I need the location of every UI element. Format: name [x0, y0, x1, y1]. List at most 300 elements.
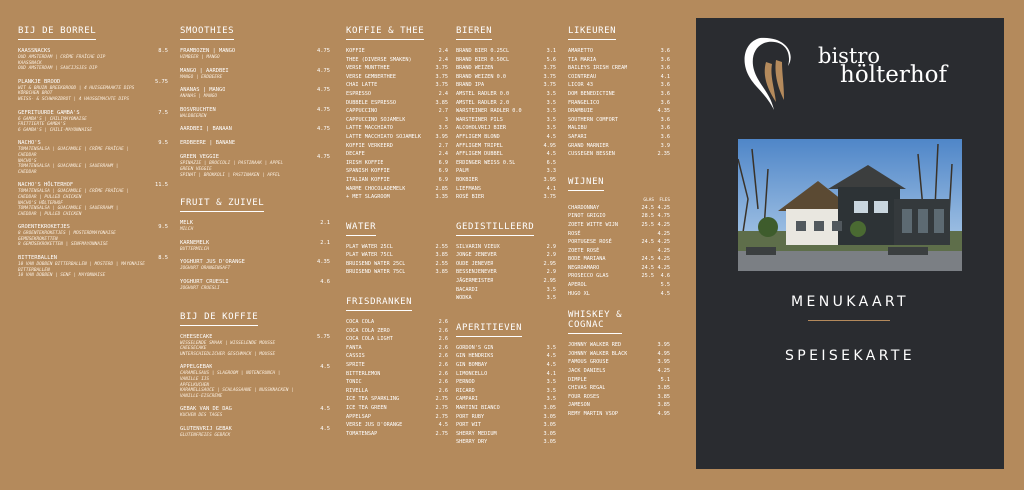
item-price: 3.5 — [546, 108, 556, 115]
menu-section — [346, 18, 448, 202]
menu-item — [180, 153, 330, 178]
item-description: CHEESECAKE — [180, 346, 207, 352]
item-name: NACHO'S HÖLTERHOF — [18, 182, 74, 189]
menu-item-row — [456, 387, 556, 396]
menu-item — [346, 47, 448, 56]
menu-item — [346, 124, 448, 133]
item-name: PALM — [456, 168, 469, 175]
wine-item — [568, 204, 670, 213]
item-price: 4.5 — [546, 353, 556, 360]
item-name: ANANAS | MANGO — [180, 87, 226, 94]
item-name: CHIVAS REGAL — [568, 385, 606, 392]
item-name: PERNOD — [456, 379, 475, 386]
menu-item — [346, 133, 448, 142]
menu-item-row — [180, 47, 330, 55]
menu-item — [568, 99, 670, 108]
item-description: VANILLE-EISCREME — [180, 393, 223, 399]
item-name: KAASSNACKS — [18, 48, 51, 54]
item-price: 6.5 — [546, 159, 556, 166]
item-description: TOMATENSALSA | GUACAMOLE | CRÈME FRAÎCHE | — [18, 147, 130, 153]
menu-item — [346, 150, 448, 159]
wine-glass-price: 24.5 — [641, 204, 654, 211]
item-description: JOGHURT CRUESLI — [180, 285, 220, 291]
menu-column-2 — [180, 18, 330, 444]
item-name: ERDBEERE | BANANE — [180, 140, 236, 147]
item-price: 2.6 — [438, 370, 448, 377]
wine-bottle-price: 4.25 — [657, 204, 670, 211]
brand-name-line1: bistro — [818, 44, 881, 68]
item-name: KOFFIE — [346, 48, 365, 54]
menu-item — [456, 370, 556, 379]
item-description: CARAMELSAUS | SLAGROOM | NOTENCRUNCH | — [180, 371, 281, 377]
item-price: 3.1 — [546, 48, 556, 54]
wine-bottle-price: 4.25 — [657, 256, 670, 263]
menu-item — [180, 47, 330, 61]
menu-item-row — [346, 361, 448, 370]
menu-item — [568, 393, 670, 402]
item-price: 2.6 — [438, 336, 448, 343]
item-name: VERSE JUS D'ORANGE — [346, 422, 403, 429]
menu-item — [456, 251, 556, 260]
item-name: JAMESON — [568, 402, 590, 409]
item-name: KOFFIE VERKEERD — [346, 142, 393, 149]
wine-name: ZOETE WITTE WIJN — [568, 221, 618, 228]
item-price: 2.6 — [438, 344, 448, 351]
menu-item-row — [180, 106, 330, 114]
item-price: 4.5 — [546, 362, 556, 369]
menu-item — [346, 352, 448, 361]
glass-header: GLAS — [643, 197, 654, 203]
item-description: GREEN VEGGIE — [180, 166, 212, 172]
item-name: WODKA — [456, 295, 472, 302]
menu-item-row — [456, 294, 556, 303]
item-description: UNTERSCHIEDLICHER GESCHMACK | MOUSSE — [180, 351, 276, 357]
wine-glass-price: 25.5 — [641, 273, 654, 280]
menu-item-row — [346, 99, 448, 108]
menu-item-row — [346, 116, 448, 125]
menu-item — [18, 78, 168, 103]
item-name: GIN BOMBAY — [456, 362, 488, 369]
menu-item — [346, 335, 448, 344]
wine-glass-price: 24.5 — [641, 239, 654, 246]
item-price: 2.4 — [438, 48, 448, 54]
menu-item-row — [456, 124, 556, 133]
menu-column-3 — [346, 18, 448, 438]
item-price: 3.5 — [546, 90, 556, 97]
item-name: CAPPUCCINO — [346, 108, 378, 115]
item-price: 3.9 — [660, 142, 670, 149]
item-price: 2.6 — [438, 387, 448, 394]
item-name: GEFRITUURDE GAMBA'S — [18, 109, 80, 116]
item-price: 2.75 — [435, 405, 448, 411]
menu-item — [346, 361, 448, 370]
menu-item — [456, 99, 556, 108]
item-price: 2.9 — [546, 269, 556, 276]
menu-item — [456, 361, 556, 370]
item-name: AMSTEL RADLER 0.0 — [456, 90, 510, 97]
item-description: MANGO | ERDBEERE — [180, 74, 223, 80]
menu-item-row — [346, 404, 448, 413]
item-price: 2.85 — [435, 185, 448, 192]
item-name: BITTERLEMON — [346, 370, 381, 377]
item-name: SOUTHERN COMFORT — [568, 116, 618, 123]
menu-item-row — [456, 421, 556, 430]
item-description: 8 GROENTEKROKETJES | MOSTERDMAYONAISE — [18, 231, 116, 237]
item-name: ROSÉ BIER — [456, 194, 485, 201]
menu-item-row — [18, 254, 168, 262]
menu-section — [346, 214, 448, 277]
menu-item-row — [180, 278, 330, 286]
item-price: 5.6 — [546, 56, 556, 63]
menu-item — [346, 251, 448, 260]
item-name: ITALIAN KOFFIE — [346, 176, 390, 183]
menu-item — [456, 277, 556, 286]
item-name: ESPRESSO — [346, 90, 371, 97]
item-name: TONIC — [346, 379, 362, 386]
menu-item — [456, 294, 556, 303]
wine-item — [568, 264, 670, 273]
menu-item — [568, 64, 670, 73]
menu-item-row — [456, 133, 556, 142]
wine-name: NEGROAMARO — [568, 264, 600, 271]
menu-item — [180, 333, 330, 358]
item-price: 4.5 — [320, 406, 330, 413]
item-name: BESSENJENEVER — [456, 269, 497, 276]
menu-section — [180, 190, 330, 291]
menu-item — [456, 150, 556, 159]
menu-item — [456, 124, 556, 133]
item-name: JOHNNY WALKER BLACK — [568, 350, 628, 357]
item-price: 3.75 — [543, 65, 556, 72]
menu-item-row — [456, 107, 556, 116]
menu-item — [456, 167, 556, 176]
item-price: 6.9 — [438, 159, 448, 166]
menu-item-row — [18, 47, 168, 55]
menu-item — [346, 260, 448, 269]
menu-item-row — [346, 193, 448, 202]
item-price: 3.85 — [657, 402, 670, 409]
item-price: 3.05 — [543, 439, 556, 446]
menu-item — [456, 159, 556, 168]
item-name: VERSE GEMBERTHEE — [346, 73, 396, 80]
item-price: 2.95 — [543, 260, 556, 267]
menu-item — [456, 395, 556, 404]
item-price: 6.9 — [438, 168, 448, 175]
item-name: BRUISEND WATER 75CL — [346, 269, 406, 276]
menu-item — [568, 410, 670, 419]
item-price: 3.3 — [546, 168, 556, 175]
item-description: ANANAS | MANGO — [180, 94, 218, 100]
item-price: 3.75 — [543, 194, 556, 201]
menu-item — [456, 193, 556, 202]
item-name: MANGO | AARDBEI — [180, 67, 229, 74]
menu-item-row — [346, 133, 448, 142]
menu-item — [568, 73, 670, 82]
wine-glass-price: 28.5 — [641, 213, 654, 220]
item-price: 4.75 — [317, 126, 330, 133]
menu-item — [346, 413, 448, 422]
item-name: BRAND WEIZEN 0.0 — [456, 73, 506, 80]
menu-item — [568, 56, 670, 65]
item-name: BRAND BIER 0.25CL — [456, 48, 510, 54]
item-name: KARNEMELK — [180, 239, 210, 246]
wine-bottle-price: 4.25 — [657, 221, 670, 228]
item-name: GEBAK VAN DE DAG — [180, 406, 232, 413]
item-name: BACARDI — [456, 286, 478, 293]
menu-item-row — [456, 73, 556, 82]
item-price: 4.5 — [320, 364, 330, 371]
item-name: DUBBELE ESPRESSO — [346, 99, 396, 106]
menu-item-row — [346, 370, 448, 379]
wine-name: PINOT GRIGIO — [568, 213, 606, 220]
menu-item-row — [456, 251, 556, 260]
item-price: 5.1 — [660, 376, 670, 383]
item-name: PORT RUBY — [456, 413, 485, 420]
item-price: 3.95 — [657, 359, 670, 366]
menu-item-row — [456, 243, 556, 252]
item-name: SAFARI — [568, 133, 587, 140]
item-price: 3.75 — [435, 73, 448, 80]
section-title-line1: WHISKEY & — [568, 310, 623, 321]
menu-item — [180, 106, 330, 120]
wine-glass-price: 24.5 — [641, 256, 654, 263]
section-title: BIJ DE KOFFIE — [180, 312, 258, 326]
item-description: TOMATENSALSA | GUACAMOLE | CRÈME FRAÎCHE | — [18, 189, 130, 195]
item-price: 2.95 — [543, 278, 556, 285]
menu-item — [456, 176, 556, 185]
item-price: 8.5 — [158, 255, 168, 262]
item-name: BOSVRUCHTEN — [180, 106, 216, 113]
item-price: 2.4 — [438, 56, 448, 63]
item-name: SHERRY DRY — [456, 439, 488, 446]
item-name: VERSE MUNTTHEE — [346, 65, 390, 72]
menu-item — [456, 107, 556, 116]
item-price: 3.75 — [435, 65, 448, 72]
item-name: MALIBU — [568, 125, 587, 132]
menu-item — [568, 367, 670, 376]
item-price: 2.9 — [546, 243, 556, 250]
menu-item — [568, 384, 670, 393]
menu-item-row — [456, 99, 556, 108]
menu-item — [456, 56, 556, 65]
menu-item — [568, 133, 670, 142]
item-name: CASSIS — [346, 353, 365, 360]
item-description: APFELKUCHEN — [180, 382, 210, 388]
wine-item — [568, 247, 670, 256]
menu-title-de: SPEISEKARTE — [784, 348, 916, 364]
item-name: GORDON'S GIN — [456, 344, 494, 351]
menu-item — [456, 430, 556, 439]
item-name: APPELGEBAK — [180, 364, 213, 371]
menu-item — [568, 142, 670, 151]
item-price: 4.1 — [546, 185, 556, 192]
item-price: 2.4 — [438, 151, 448, 158]
menu-item-row — [346, 167, 448, 176]
menu-item-row — [346, 387, 448, 396]
item-description: SPINAZIE | BROCCOLI | PASTINAAK | APPEL — [180, 161, 284, 167]
menu-item — [568, 150, 670, 159]
item-name: LIEFMANS — [456, 185, 481, 192]
menu-item — [180, 219, 330, 233]
menu-item-row — [456, 47, 556, 56]
menu-item-row — [456, 142, 556, 151]
item-name: BRAND BIER 0.50CL — [456, 56, 510, 63]
menu-item-row — [346, 251, 448, 260]
menu-item — [568, 341, 670, 350]
item-name: GRAND MARNIER — [568, 142, 609, 149]
section-title: WATER — [346, 222, 376, 236]
item-price: 3.5 — [546, 125, 556, 132]
menu-item-row — [18, 78, 168, 86]
item-name: BRUISEND WATER 25CL — [346, 260, 406, 267]
menu-item — [346, 378, 448, 387]
item-price: 3.95 — [657, 342, 670, 349]
item-price: 3.6 — [660, 125, 670, 132]
menu-item — [456, 404, 556, 413]
menu-item-row — [346, 73, 448, 82]
menu-item-row — [180, 67, 330, 75]
item-name: NACHO'S — [18, 140, 41, 147]
menu-item-row — [456, 176, 556, 185]
item-name: COINTREAU — [568, 73, 597, 80]
menu-item-row — [456, 193, 556, 202]
wine-name: HUGO XL — [568, 290, 590, 297]
menu-section — [346, 289, 448, 438]
wine-bottle-price: 4.25 — [657, 247, 670, 254]
item-price: 4.1 — [660, 73, 670, 80]
item-name: DIMPLE — [568, 376, 587, 383]
item-price: 2.7 — [438, 108, 448, 115]
item-description: KAASSNACK — [18, 60, 42, 66]
wine-item — [568, 212, 670, 221]
section-title: BIJ DE BORREL — [18, 26, 96, 40]
menu-item — [456, 185, 556, 194]
menu-item — [346, 159, 448, 168]
menu-item-row — [456, 64, 556, 73]
item-name: LATTE MACCHIATO SOJAMELK — [346, 133, 421, 140]
wine-bottle-price: 4.75 — [657, 213, 670, 220]
item-description: CHEDDAR — [18, 169, 37, 175]
menu-item — [346, 193, 448, 202]
menu-item-row — [456, 167, 556, 176]
item-name: BOKBIER — [456, 176, 478, 183]
menu-item — [346, 142, 448, 151]
menu-item-row — [456, 395, 556, 404]
wine-item — [568, 255, 670, 264]
menu-section — [456, 214, 556, 303]
item-price: 4.5 — [438, 422, 448, 429]
item-name: AFFLIGEM DUBBEL — [456, 151, 503, 158]
item-description: NACHO'S HÖLTERHOF — [18, 200, 63, 206]
item-price: 4.75 — [317, 87, 330, 94]
menu-item-row — [456, 56, 556, 65]
item-description: OUD AMSTERDAM | SAUCIJSJES DIP — [18, 66, 98, 72]
item-price: 4.75 — [317, 154, 330, 161]
menu-item-row — [346, 413, 448, 422]
item-name: BITTERBALLEN — [18, 255, 57, 262]
item-name: LICOR 43 — [568, 82, 593, 89]
item-price: 4.5 — [546, 151, 556, 158]
item-name: SPANISH KOFFIE — [346, 168, 390, 175]
menu-item — [568, 47, 670, 56]
item-name: GLUTENVRIJ GEBAK — [180, 425, 232, 432]
item-price: 5.75 — [155, 78, 168, 85]
menu-item — [568, 90, 670, 99]
item-description: 8 GEMÜSEKROKETTEN | SENFMAYONNAISE — [18, 242, 108, 248]
wine-item — [568, 290, 670, 299]
wine-bottle-price: 4.5 — [660, 290, 670, 297]
wine-bottle-price: 4.25 — [657, 239, 670, 246]
item-description: WIT & BRUIN BREEKBROOD | 4 HUISGEMAAKTE DIPS — [18, 85, 135, 91]
bottle-header: FLES — [659, 197, 670, 203]
menu-item — [456, 64, 556, 73]
item-price: 2.75 — [435, 430, 448, 437]
item-price: 3.6 — [660, 82, 670, 89]
menu-item-row — [346, 47, 448, 56]
menu-item-row — [456, 413, 556, 422]
section-title: FRUIT & ZUIVEL — [180, 198, 264, 212]
item-name: AMSTEL RADLER 2.0 — [456, 99, 510, 106]
item-price: 2.6 — [438, 362, 448, 369]
item-price: 3.75 — [543, 82, 556, 89]
menu-item — [346, 404, 448, 413]
menu-section — [456, 315, 556, 447]
menu-item-row — [346, 243, 448, 252]
wine-bottle-price: 5.5 — [660, 282, 670, 289]
menu-column-4 — [456, 18, 556, 447]
menu-item — [180, 363, 330, 399]
wine-name: BODE MARIANA — [568, 256, 606, 263]
item-price: 2.75 — [435, 413, 448, 420]
item-name: SPRITE — [346, 362, 365, 369]
item-name: PLAT WATER 25CL — [346, 243, 393, 250]
section-title-line2: COGNAC — [568, 320, 605, 331]
item-description: TOMATENSALSA | GUACAMOLE | SAUERRAHM | — [18, 164, 119, 170]
menu-item-row — [456, 150, 556, 159]
item-name: DOM BENEDICTINE — [568, 90, 615, 97]
menu-item — [456, 73, 556, 82]
item-name: AFFLIGEM BLOND — [456, 133, 500, 140]
item-name: PORT WIT — [456, 422, 481, 429]
item-price: 4.75 — [317, 106, 330, 113]
item-price: 8.5 — [158, 48, 168, 54]
menu-item-row — [346, 64, 448, 73]
menu-item — [346, 395, 448, 404]
section-title: APERITIEVEN — [456, 323, 522, 337]
menu-item — [456, 47, 556, 56]
item-price: 2.6 — [438, 327, 448, 334]
item-description: KARAMELLSAUCE | SCHLAGSAHNE | NUSSKNACKEN | — [180, 388, 294, 394]
item-name: TIA MARIA — [568, 56, 597, 63]
menu-item-row — [456, 286, 556, 295]
item-name: WARSTEINER PILS — [456, 116, 503, 123]
item-description: FRITTIERTE GAMBA'S — [18, 122, 66, 128]
menu-item — [456, 268, 556, 277]
menu-item-row — [180, 425, 330, 433]
item-name: WARME CHOCOLADEMELK — [346, 185, 406, 192]
item-price: 2.1 — [320, 239, 330, 246]
item-price: 3.95 — [435, 133, 448, 140]
item-description: 6 GAMBA'S | CHILI-MAYONNAISE — [18, 127, 93, 133]
item-name: + MET SLAGROOM — [346, 194, 390, 201]
menu-item-row — [456, 438, 556, 447]
item-price: 2.1 — [320, 220, 330, 227]
item-description: MILCH — [180, 227, 194, 233]
menu-item — [18, 109, 168, 134]
item-price: 9.5 — [158, 140, 168, 147]
item-name: WARSTEINER RADLER 0.0 — [456, 108, 522, 115]
item-price: 3.75 — [435, 82, 448, 89]
